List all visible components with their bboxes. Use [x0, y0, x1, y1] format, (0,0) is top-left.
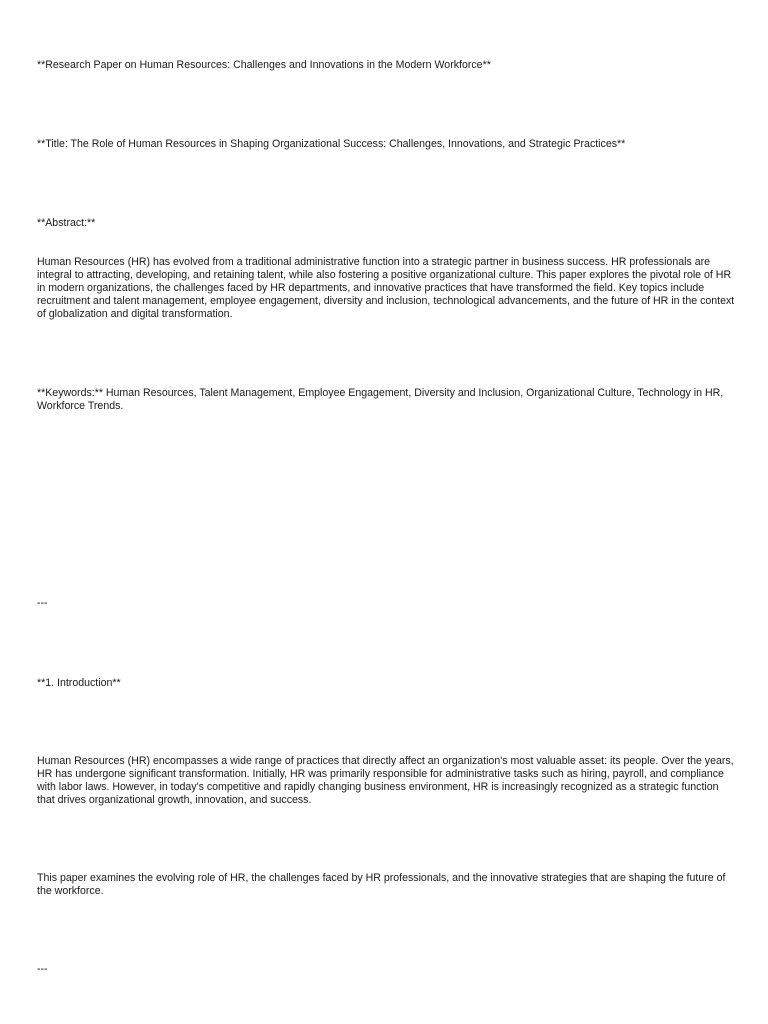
paper-title: **Title: The Role of Human Resources in Shaping Organizational Success: Challenges, Innovations, and Strategic Practices**	[37, 138, 626, 150]
section-separator: ---	[37, 963, 48, 975]
abstract-paragraph: Human Resources (HR) has evolved from a traditional administrative function into a strategic partner in business success. HR professionals are integral to attracting, developing, and retaining talent, while also fostering a positive organizational culture. This paper explores the pivotal role of HR in modern organizations, the challenges faced by HR departments, and innovative practices that have transformed the field. Key topics include recruitment and talent management, employee engagement, diversity and inclusion, technological advancements, and the future of HR in the context of globalization and digital transformation.	[37, 256, 735, 320]
paper-heading: **Research Paper on Human Resources: Challenges and Innovations in the Modern Workforce**	[37, 59, 491, 71]
section-separator: ---	[37, 597, 48, 609]
introduction-heading: **1. Introduction**	[37, 677, 121, 689]
abstract-label: **Abstract:**	[37, 217, 96, 229]
introduction-paragraph-1: Human Resources (HR) encompasses a wide range of practices that directly affect an organization's most valuable asset: its people. Over the years, HR has undergone significant transformation. Initially, HR was primarily responsible for administrative tasks such as hiring, payroll, and compliance with labor laws. However, in today's competitive and rapidly changing business environment, HR is increasingly recognized as a strategic function that drives organizational growth, innovation, and success.	[37, 755, 734, 806]
introduction-paragraph-2: This paper examines the evolving role of HR, the challenges faced by HR professionals, and the innovative strategies that are shaping the future of the workforce.	[37, 872, 726, 897]
keywords-paragraph: **Keywords:** Human Resources, Talent Management, Employee Engagement, Diversity and Inclusion, Organizational Culture, Technology in HR, Workforce Trends.	[37, 387, 724, 412]
